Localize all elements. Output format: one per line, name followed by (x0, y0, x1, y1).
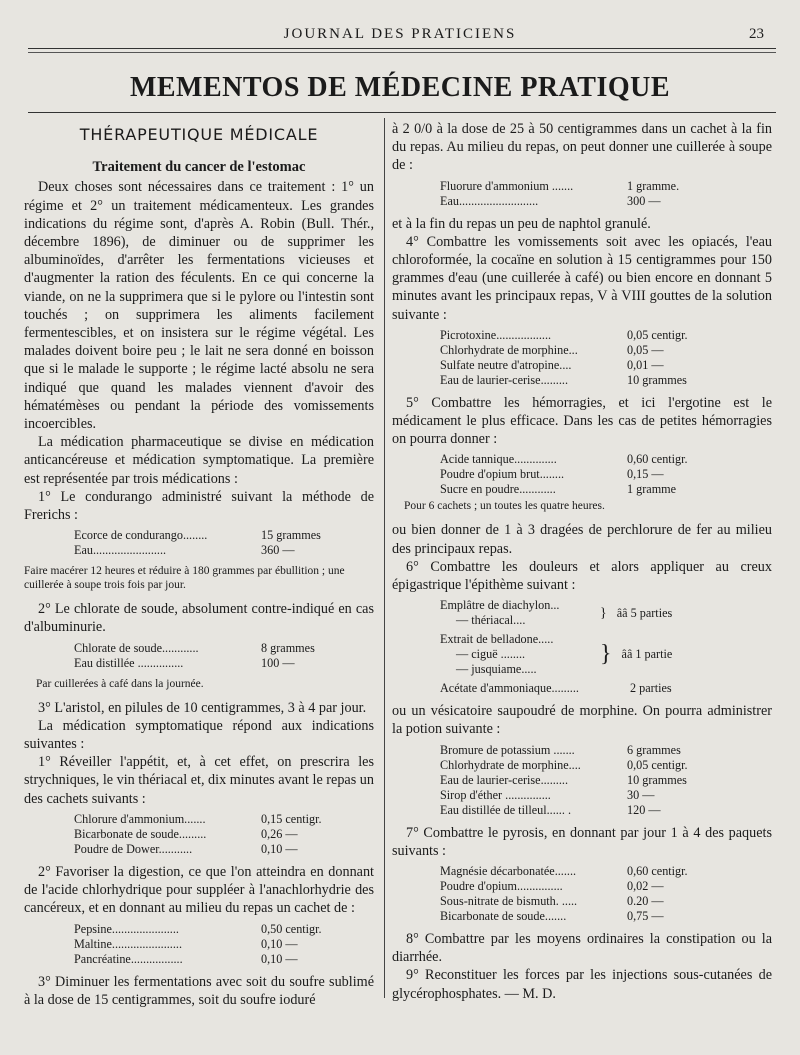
quantity: 0,75 — (627, 909, 664, 924)
prescription-row (74, 543, 344, 558)
ingredient: Emplâtre de diachylon... (440, 598, 560, 613)
prescription (74, 528, 344, 558)
prescription-note: Pour 6 cachets ; un toutes les quatre heures. (404, 500, 605, 513)
prescription-row (440, 788, 730, 803)
quantity: 30 — (627, 787, 655, 802)
subsection-heading: Traitement du cancer de l'estomac (92, 159, 306, 176)
paragraph: La médication pharmaceutique se divise en médication anticancéreuse et médication symptomatique. La première est représentée par trois médications : (24, 434, 374, 487)
prescription-row (440, 909, 730, 924)
paragraph: La médication symptomatique répond aux indications suivantes : (24, 717, 374, 753)
paragraph: 4° Combattre les vomissements soit avec les opiacés, l'eau chloroformée, la cocaïne en solution à 15 centigrammes pour 150 grammes d'eau (une cuillerée à café) ou bien encore en donnant 5 minutes avant les principaux repas, V à VIII gouttes de la solution suivante : (392, 233, 772, 323)
prescription-row (74, 812, 344, 827)
ingredient: Acide tannique.............. (440, 452, 557, 467)
quantity: 0,01 — (627, 357, 664, 372)
quantity: 6 grammes (627, 742, 681, 757)
ingredient: Bicarbonate de soude......... (74, 826, 207, 841)
quantity: 1 gramme. (627, 178, 680, 193)
ingredient: Sous-nitrate de bismuth. ..... (440, 894, 578, 909)
quantity: 0,10 — (261, 951, 298, 966)
ingredient: Extrait de belladone..... (440, 632, 554, 647)
ingredient: Acétate d'ammoniaque......... (440, 681, 579, 696)
prescription (74, 812, 344, 857)
paragraph: 3° L'aristol, en pilules de 10 centigrammes, 3 à 4 par jour. (38, 699, 367, 716)
epitheme-formula (440, 598, 730, 696)
prescription-note: Par cuillerées à café dans la journée. (36, 677, 204, 690)
formula-row (440, 681, 730, 696)
paragraph: à 2 0/0 à la dose de 25 à 50 centigrammes dans un cachet à la fin du repas. Au milieu du repas, on peut donner une cuillerée à soupe de : (392, 121, 772, 174)
paragraph: 2° Favoriser la digestion, ce que l'on atteindra en donnant de l'acide chlorhydrique pour suppléer à l'anachlorhydrie des cancéreux, et en donnant au milieu du repas un cachet de : (24, 863, 374, 917)
page-number: 23 (749, 26, 764, 42)
brace: } (600, 605, 607, 621)
prescription-row (440, 879, 730, 894)
paragraph: 6° Combattre les douleurs et alors appliquer au creux épigastrique l'épithème suivant : (392, 558, 772, 594)
title-rule (28, 112, 776, 113)
ingredient: — ciguë ........ (456, 647, 526, 662)
prescription-row (74, 952, 344, 967)
prescription (440, 864, 730, 924)
article-title: MEMENTOS DE MÉDECINE PRATIQUE (129, 72, 671, 103)
quantity: 0,02 — (627, 879, 664, 894)
quantity: 15 grammes (261, 528, 321, 543)
prescription-row (74, 922, 344, 937)
paragraph: ou bien donner de 1 à 3 dragées de perchlorure de fer au milieu des principaux repas. (392, 522, 772, 557)
paragraph: 2° Le chlorate de soude, absolument contre-indiqué en cas d'albuminurie. (24, 601, 374, 636)
prescription-row (440, 773, 730, 788)
quantity: 0,60 centigr. (627, 864, 688, 879)
quantity: 0,05 centigr. (627, 757, 688, 772)
prescription (440, 179, 730, 209)
ingredient: Magnésie décarbonatée....... (440, 864, 577, 879)
formula-group (440, 632, 730, 677)
ingredient: Ecorce de condurango........ (74, 528, 208, 543)
right-column (392, 120, 772, 1003)
ingredient: Eau.......................... (440, 193, 539, 208)
quantity: ââ 1 partie (621, 647, 673, 662)
ingredient: — jusquiame..... (456, 662, 537, 677)
prescription-row (440, 358, 730, 373)
quantity: 0.20 — (627, 894, 664, 909)
ingredient: Chlorhydrate de morphine... (440, 342, 578, 357)
paragraph: 3° Diminuer les fermentations avec soit du soufre sublimé à la dose de 15 centigrammes, soit du soufre ioduré (24, 973, 374, 1008)
header-rule (28, 48, 776, 49)
paragraph: ou un vésicatoire saupoudré de morphine. On pourra administrer la potion suivante : (392, 703, 772, 738)
ingredient: Poudre d'opium............... (440, 879, 563, 894)
paragraph: 1° Le condurango administré suivant la méthode de Frerichs : (24, 488, 374, 524)
ingredient: Sucre en poudre............ (440, 482, 556, 497)
header-rule-thin (28, 52, 776, 53)
quantity: 0,15 — (627, 467, 664, 482)
ingredient: Bromure de potassium ....... (440, 742, 575, 757)
quantity: 0,26 — (261, 826, 298, 841)
prescription-row (440, 743, 730, 758)
quantity: 1 gramme (627, 482, 677, 497)
formula-group (440, 598, 730, 628)
quantity: 120 — (627, 802, 661, 817)
prescription-row (440, 452, 730, 467)
ingredient: Chlorure d'ammonium....... (74, 811, 206, 826)
prescription-row (440, 179, 730, 194)
quantity: 300 — (627, 193, 661, 208)
quantity: 0,05 centigr. (627, 327, 688, 342)
ingredient: Maltine....................... (74, 936, 182, 951)
prescription (74, 641, 344, 671)
prescription-row (440, 758, 730, 773)
paragraph: 7° Combattre le pyrosis, en donnant par jour 1 à 4 des paquets suivants : (392, 824, 772, 859)
ingredient: Fluorure d'ammonium ....... (440, 178, 574, 193)
ingredient: — thériacal.... (456, 613, 526, 628)
quantity: 10 grammes (627, 772, 687, 787)
quantity: 8 grammes (261, 640, 315, 655)
quantity: 10 grammes (627, 372, 687, 387)
prescription-row (74, 827, 344, 842)
paragraph: et à la fin du repas un peu de naphtol granulé. (392, 215, 651, 232)
ingredient: Poudre d'opium brut........ (440, 467, 565, 482)
ingredient: Eau distillée de tilleul...... . (440, 802, 571, 817)
quantity: 360 — (261, 543, 295, 558)
prescription-row (440, 328, 730, 343)
column-divider (384, 118, 385, 998)
quantity: ââ 5 parties (616, 605, 673, 620)
quantity: 0,10 — (261, 841, 298, 856)
ingredient: Eau distillée ............... (74, 655, 184, 670)
prescription-row (440, 894, 730, 909)
ingredient: Pepsine...................... (74, 921, 179, 936)
prescription (74, 922, 344, 967)
brace: } (600, 641, 612, 668)
ingredient: Eau........................ (74, 543, 167, 558)
ingredient: Chlorhydrate de morphine.... (440, 757, 581, 772)
quantity: 0,50 centigr. (261, 921, 322, 936)
quantity: 0,10 — (261, 936, 298, 951)
page-header (0, 24, 800, 48)
prescription (440, 743, 730, 818)
paragraph: 1° Réveiller l'appétit, et, à cet effet, on prescrira les strychniques, le vin thériacal et, dix minutes avant le repas un des cachets suivants : (24, 754, 374, 807)
prescription-row (74, 937, 344, 952)
prescription-row (74, 641, 344, 656)
running-title: JOURNAL DES PRATICIENS (283, 26, 517, 42)
prescription (440, 328, 730, 388)
prescription-row (440, 482, 730, 497)
ingredient: Picrotoxine.................. (440, 327, 552, 342)
ingredient: Sulfate neutre d'atropine.... (440, 357, 572, 372)
quantity: 0,60 centigr. (627, 452, 688, 467)
quantity: 100 — (261, 655, 295, 670)
prescription-row (74, 842, 344, 857)
paragraph: 5° Combattre les hémorragies, et ici l'ergotine est le médicament le plus efficace. Dans les cas de petites hémorragies on pourra donner : (392, 394, 772, 448)
prescription-row (440, 373, 730, 388)
quantity: 0,15 centigr. (261, 811, 322, 826)
ingredient: Pancréatine................. (74, 951, 183, 966)
ingredient: Sirop d'éther ............... (440, 787, 551, 802)
left-column (24, 120, 374, 1009)
ingredient: Poudre de Dower........... (74, 841, 193, 856)
paragraph: 8° Combattre par les moyens ordinaires la constipation ou la diarrhée. (392, 931, 772, 966)
ingredient: Chlorate de soude............ (74, 640, 199, 655)
quantity: 0,05 — (627, 342, 664, 357)
section-heading: THÉRAPEUTIQUE MÉDICALE (79, 125, 319, 144)
prescription-note: Faire macérer 12 heures et réduire à 180 grammes par ébullition ; une cuillerée à soupe trois fois par jour. (24, 565, 345, 592)
prescription-row (74, 656, 344, 671)
prescription-row (440, 343, 730, 358)
prescription-row (440, 864, 730, 879)
prescription-row (440, 194, 730, 209)
quantity: 2 parties (630, 681, 672, 696)
paragraph: Deux choses sont nécessaires dans ce traitement : 1° un régime et 2° un traitement médicamenteux. Les grandes indications du régime sont, d'après A. Robin (Bull. Thér., décembre 1896), de diminuer ou de supprimer les albuminoïdes, d'arrêter les fermentations vicieuses et d'augmenter la ration des féculents. En ce qui concerne la viande, on ne la supprimera que si le pylore ou l'intestin sont touchés ; on supprimera les aliments facilement fermentescibles, et on insistera sur le régime végétal. Les malades doivent boire peu ; le lait ne sera donné en boisson que si le malade le supporte ; le régime lacté absolu ne sera indiqué que quand les malades viennent d'avoir des hématémèses ou pendant la période des vomissements incoercibles. (24, 179, 374, 433)
ingredient: Eau de laurier-cerise......... (440, 772, 568, 787)
prescription-row (74, 528, 344, 543)
prescription-row (440, 467, 730, 482)
prescription-row (440, 803, 730, 818)
prescription (440, 452, 730, 497)
ingredient: Bicarbonate de soude....... (440, 909, 567, 924)
ingredient: Eau de laurier-cerise......... (440, 372, 568, 387)
paragraph: 9° Reconstituer les forces par les injections sous-cutanées de glycérophosphates. — M. D. (392, 967, 772, 1002)
